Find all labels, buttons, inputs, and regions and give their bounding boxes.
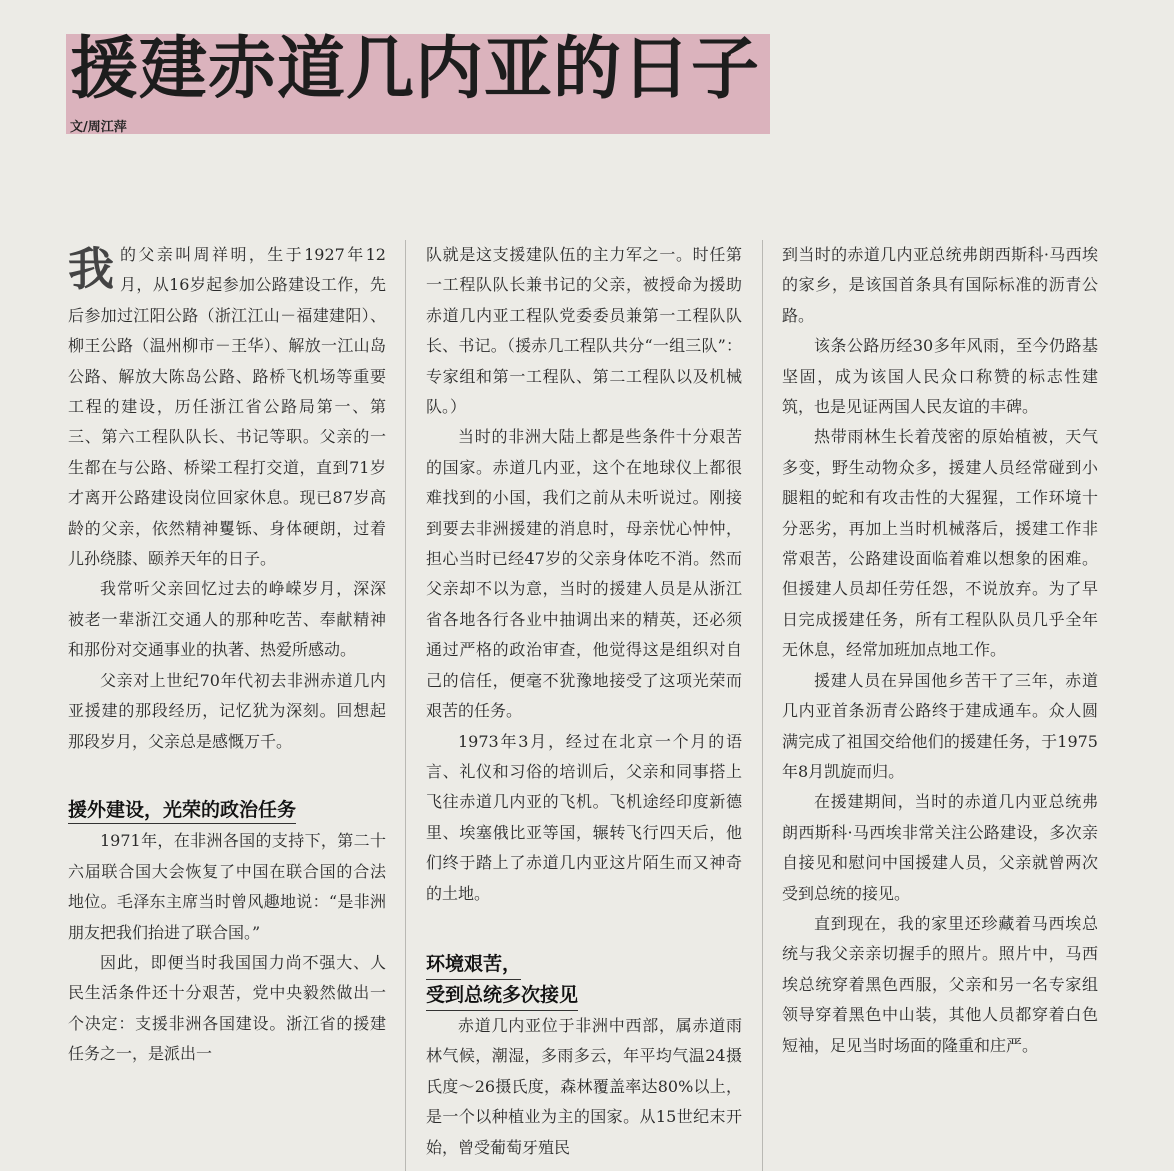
paragraph: 1973年3月，经过在北京一个月的语言、礼仪和习俗的培训后，父亲和同事搭上飞往赤道几内亚的飞机。飞机途经印度新德里、埃塞俄比亚等国，辗转飞行四天后，他们终于踏上了赤道几内亚这片陌生而又神奇的土地。	[426, 731, 742, 903]
column-divider	[405, 240, 406, 1171]
paragraph: 赤道几内亚位于非洲中西部，属赤道雨林气候，潮湿，多雨多云，年平均气温24摄氏度～26摄氏度，森林覆盖率达80%以上，是一个以种植业为主的国家。从15世纪末开始，曾受葡萄牙殖民	[426, 1015, 742, 1157]
heading-line: 环境艰苦，	[426, 949, 521, 980]
column-1	[68, 240, 386, 1070]
paragraph: 在援建期间，当时的赤道几内亚总统弗朗西斯科·马西埃非常关注公路建设，多次亲自接见和慰问中国援建人员，父亲就曾两次受到总统的接见。	[782, 792, 1098, 903]
paragraph	[68, 240, 386, 574]
column-divider	[762, 240, 763, 1171]
heading-line: 受到总统多次接见	[426, 980, 578, 1011]
paragraph: 1971年，在非洲各国的支持下，第二十六届联合国大会恢复了中国在联合国的合法地位。毛泽东主席当时曾风趣地说：“是非洲朋友把我们抬进了联合国。”	[68, 831, 386, 942]
paragraph: 直到现在，我的家里还珍藏着马西埃总统与我父亲亲切握手的照片。照片中，马西埃总统穿着黑色西服，父亲和另一名专家组领导穿着黑色中山装，其他人员都穿着白色短袖，足见当时场面的隆重和庄严。	[782, 913, 1098, 1055]
paragraph: 我常听父亲回忆过去的峥嵘岁月，深深被老一辈浙江交通人的那种吃苦、奉献精神和那份对交通事业的执著、热爱所感动。	[68, 579, 386, 660]
byline: 文/周江萍	[70, 120, 127, 135]
drop-cap: 我	[68, 242, 114, 296]
paragraph: 到当时的赤道几内亚总统弗朗西斯科·马西埃的家乡，是该国首条具有国际标准的沥青公路。	[782, 245, 1098, 325]
paragraph-text: 的父亲叫周祥明，生于1927年12月，从16岁起参加公路建设工作，先后参加过江阳公路（浙江江山－福建建阳）、柳王公路（温州柳市－王华）、解放一江山岛公路、解放大陈岛公路、路桥飞机场等重要工程的建设，历任浙江省公路局第一、第三、第六工程队队长、书记等职。父亲的一生都在与公路、桥梁工程打交道，直到71岁才离开公路建设岗位回家休息。现已87岁高龄的父亲，依然精神矍铄、身体硬朗，过着儿孙绕膝、颐养天年的日子。	[68, 245, 386, 569]
paragraph: 当时的非洲大陆上都是些条件十分艰苦的国家。赤道几内亚，这个在地球仪上都很难找到的小国，我们之前从未听说过。刚接到要去非洲援建的消息时，母亲忧心忡忡，担心当时已经47岁的父亲身体吃不消。然而父亲却不以为意，当时的援建人员是从浙江省各地各行各业中抽调出来的精英，还必须通过严格的政治审查，他觉得这是组织对自己的信任，便毫不犹豫地接受了这项光荣而艰苦的任务。	[426, 427, 742, 721]
paragraph: 父亲对上世纪70年代初去非洲赤道几内亚援建的那段经历，记忆犹为深刻。回想起那段岁月，父亲总是感慨万千。	[68, 670, 386, 751]
section-heading: 援外建设，光荣的政治任务	[68, 797, 296, 824]
spacer	[426, 909, 742, 949]
section-heading	[426, 949, 742, 1011]
paragraph: 援建人员在异国他乡苦干了三年，赤道几内亚首条沥青公路终于建成通车。众人圆满完成了祖国交给他们的援建任务，于1975年8月凯旋而归。	[782, 670, 1098, 781]
paragraph: 该条公路历经30多年风雨，至今仍路基坚固，成为该国人民众口称赞的标志性建筑，也是见证两国人民友谊的丰碑。	[782, 336, 1098, 417]
paragraph: 因此，即便当时我国国力尚不强大、人民生活条件还十分艰苦，党中央毅然做出一个决定：支援非洲各国建设。浙江省的援建任务之一，是派出一	[68, 952, 386, 1064]
paragraph: 热带雨林生长着茂密的原始植被，天气多变，野生动物众多，援建人员经常碰到小腿粗的蛇和有攻击性的大猩猩，工作环境十分恶劣，再加上当时机械落后，援建工作非常艰苦，公路建设面临着难以想象的困难。但援建人员却任劳任怨，不说放弃。为了早日完成援建任务，所有工程队队员几乎全年无休息，经常加班加点地工作。	[782, 427, 1098, 660]
column-3	[782, 240, 1098, 1061]
paragraph: 队就是这支援建队伍的主力军之一。时任第一工程队队长兼书记的父亲，被授命为援助赤道几内亚工程队党委委员兼第一工程队队长、书记。（援赤几工程队共分“一组三队”：专家组和第一工程队、第二工程队以及机械队。）	[426, 245, 742, 417]
article-title: 援建赤道几内亚的日子	[70, 30, 761, 109]
column-2	[426, 240, 742, 1163]
